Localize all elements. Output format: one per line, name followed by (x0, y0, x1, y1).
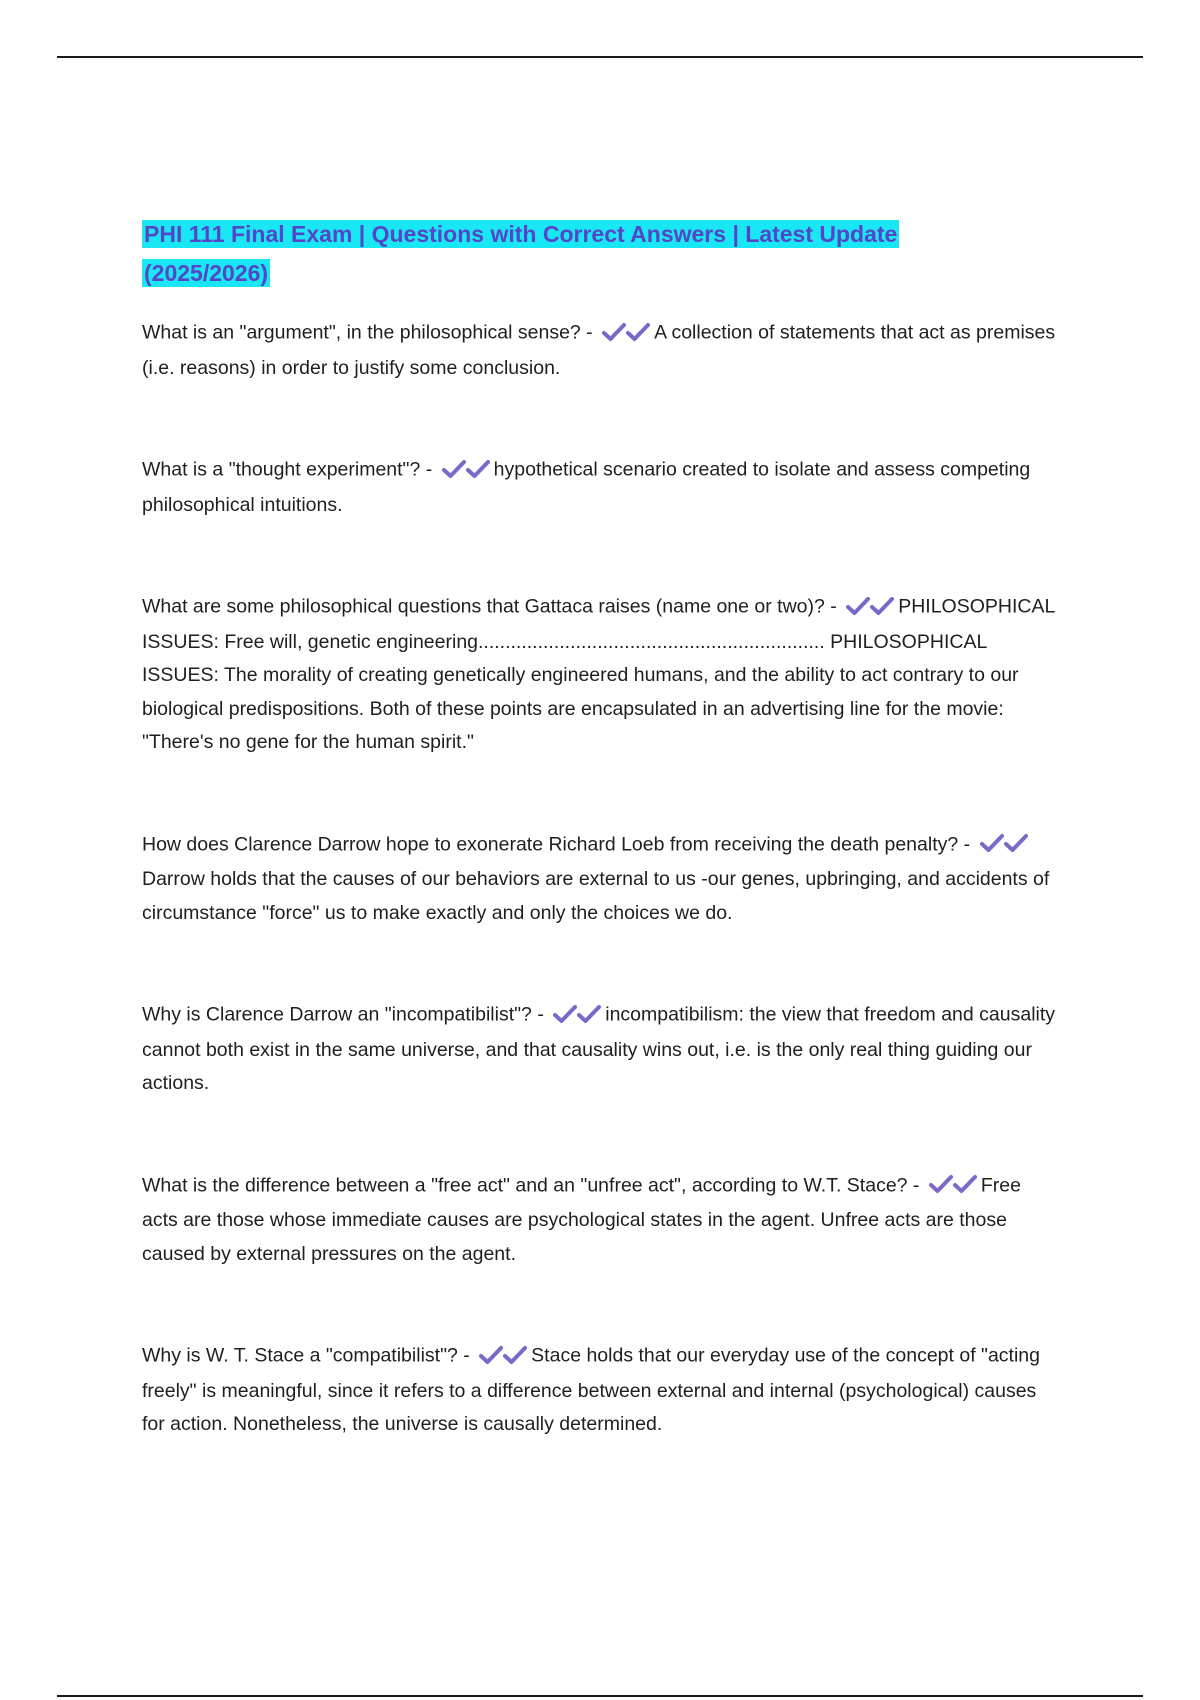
answer-text: A collection of statements that act as premises (i.e. reasons) in order to justify some conclusion. (142, 321, 1056, 379)
qa-item (142, 589, 1062, 760)
answer-text: incompatibilism: the view that freedom and causality cannot both exist in the same universe, and that causality wins out, i.e. is the only real thing guiding our actions. (142, 1003, 1056, 1094)
answer-checkmarks (602, 315, 650, 349)
question-text: How does Clarence Darrow hope to exonerate Richard Loeb from receiving the death penalty? - (142, 832, 971, 855)
answer-checkmarks (846, 589, 894, 623)
checkmark-icon (602, 322, 626, 342)
checkmark-icon (553, 1004, 577, 1024)
question-text: Why is W. T. Stace a "compatibilist"? - (142, 1344, 470, 1367)
question-text: Why is Clarence Darrow an "incompatibilist"? - (142, 1003, 544, 1026)
answer-checkmarks (442, 452, 490, 486)
checkmark-icon (870, 596, 894, 616)
question-text: What is an "argument", in the philosophical sense? - (142, 321, 593, 344)
checkmark-icon (953, 1174, 977, 1194)
checkmark-icon (479, 1345, 503, 1365)
checkmark-icon (626, 322, 650, 342)
checkmark-icon (577, 1004, 601, 1024)
answer-text: Darrow holds that the causes of our behaviors are external to us -our genes, upbringing, and accidents of circumstance "force" us to make exactly and only the choices we do. (142, 868, 1050, 924)
qa-list (142, 315, 1062, 1442)
answer-text: PHILOSOPHICAL ISSUES: Free will, genetic engineering................................................................ PHILOSOPHICAL ISSUES: The morality of creating genetically engineered humans, and the ability to act contrary to our biological predispositions. Both of these points are encapsulated in an advertising line for the movie: "There's no gene for the human spirit." (142, 595, 1055, 753)
document-body (142, 215, 1062, 1442)
document-title (142, 215, 1062, 293)
answer-checkmarks (929, 1168, 977, 1202)
qa-item (142, 315, 1062, 385)
qa-item (142, 452, 1062, 522)
answer-text: Free acts are those whose immediate causes are psychological states in the agent. Unfree acts are those caused by external pressures on the agent. (142, 1173, 1021, 1265)
checkmark-icon (466, 459, 490, 479)
answer-checkmarks (479, 1338, 527, 1372)
title-line-2: (2025/2026) (144, 260, 269, 286)
question-text: What are some philosophical questions that Gattaca raises (name one or two)? - (142, 595, 837, 618)
answer-checkmarks (553, 997, 601, 1031)
answer-text: hypothetical scenario created to isolate and assess competing philosophical intuitions. (142, 458, 1031, 516)
checkmark-icon (980, 833, 1004, 853)
qa-item (142, 827, 1062, 931)
answer-checkmarks (980, 827, 1028, 861)
checkmark-icon (503, 1345, 527, 1365)
question-text: What is a "thought experiment"? - (142, 458, 433, 481)
checkmark-icon (1004, 833, 1028, 853)
checkmark-icon (846, 596, 870, 616)
question-text: What is the difference between a "free act" and an "unfree act", according to W.T. Stace? - (142, 1173, 920, 1196)
qa-item (142, 1168, 1062, 1272)
title-line-1: PHI 111 Final Exam | Questions with Correct Answers | Latest Update (144, 221, 898, 247)
answer-text: Stace holds that our everyday use of the concept of "acting freely" is meaningful, since it refers to a difference between external and internal (psychological) causes for action. Nonetheless, the universe is causally determined. (142, 1344, 1040, 1435)
checkmark-icon (442, 459, 466, 479)
checkmark-icon (929, 1174, 953, 1194)
top-rule (57, 56, 1143, 58)
qa-item (142, 997, 1062, 1101)
bottom-rule (57, 1695, 1143, 1697)
qa-item (142, 1338, 1062, 1442)
